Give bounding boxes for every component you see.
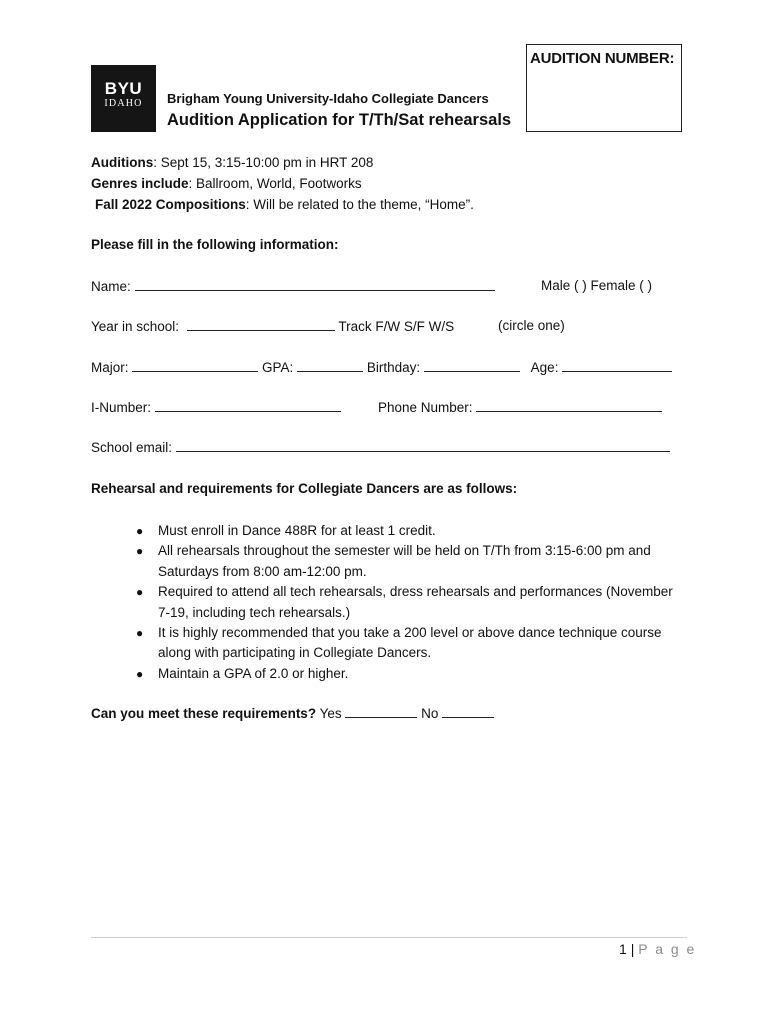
compositions-info: [95, 197, 474, 212]
page-number: 1: [619, 941, 627, 957]
requirement-item: ● Required to attend all tech rehearsals, dress rehearsals and performances (November: [158, 582, 698, 602]
name-label: Name:: [91, 279, 131, 294]
bullet-icon: ●: [136, 666, 144, 681]
age-field[interactable]: [562, 359, 672, 372]
audition-number-label: AUDITION NUMBER:: [530, 50, 675, 67]
requirement-item-continued: Saturdays from 8:00 am-12:00 pm.: [158, 563, 367, 579]
compositions-label: Fall 2022 Compositions: [95, 197, 246, 212]
inumber-field[interactable]: [155, 399, 341, 412]
circle-one-note: (circle one): [498, 318, 565, 333]
requirements-list: [136, 521, 698, 684]
gpa-label: GPA:: [262, 360, 294, 375]
email-row: [91, 439, 670, 455]
phone-field[interactable]: [476, 399, 662, 412]
genres-label: Genres include: [91, 176, 189, 191]
birthday-label: Birthday:: [366, 360, 421, 375]
bullet-icon: ●: [136, 544, 144, 559]
major-field[interactable]: [132, 359, 258, 372]
bullet-icon: ●: [136, 626, 144, 641]
year-label: Year in school:: [91, 319, 180, 334]
name-row: [91, 278, 495, 294]
no-label: No: [421, 706, 439, 721]
no-field[interactable]: [442, 705, 494, 718]
requirement-item: ● Maintain a GPA of 2.0 or higher.: [158, 664, 698, 684]
year-field[interactable]: [187, 318, 335, 331]
logo-byu-text: BYU: [104, 79, 143, 98]
gender-selector[interactable]: Male ( ) Female ( ): [541, 278, 653, 293]
age-label: Age:: [530, 360, 559, 375]
email-label: School email:: [91, 440, 173, 455]
requirement-item: ● Must enroll in Dance 488R for at least 1 credit.: [158, 521, 698, 541]
auditions-info: [91, 155, 373, 170]
form-title: Audition Application for T/Th/Sat rehearsals: [167, 111, 512, 129]
requirements-question-row: [91, 705, 494, 721]
bullet-icon: ●: [136, 524, 144, 538]
genres-info: [91, 176, 362, 191]
requirement-item-continued: 7-19, including tech rehearsals.): [158, 604, 351, 620]
page-word: P a g e: [638, 941, 697, 957]
page-footer: [619, 941, 696, 957]
major-row: [91, 359, 672, 375]
form-instructions: Please fill in the following information:: [91, 237, 339, 252]
major-label: Major:: [91, 360, 129, 375]
year-row: [91, 318, 454, 334]
yes-label: Yes: [319, 706, 342, 721]
page-separator: |: [630, 941, 635, 957]
byu-idaho-logo: [91, 65, 156, 132]
requirement-item: ● It is highly recommended that you take a 200 level or above dance technique course: [158, 623, 698, 643]
phone-label: Phone Number:: [378, 400, 473, 415]
organization-name: Brigham Young University-Idaho Collegiate Dancers: [167, 91, 489, 106]
name-field[interactable]: [135, 278, 495, 291]
auditions-label: Auditions: [91, 155, 154, 170]
bullet-icon: ●: [136, 585, 144, 600]
email-field[interactable]: [176, 439, 670, 452]
inumber-row: [91, 399, 341, 415]
inumber-label: I-Number:: [91, 400, 152, 415]
logo-idaho-text: IDAHO: [104, 98, 143, 109]
birthday-field[interactable]: [424, 359, 520, 372]
requirements-heading: Rehearsal and requirements for Collegiate Dancers are as follows:: [91, 481, 518, 496]
yes-field[interactable]: [345, 705, 417, 718]
track-options[interactable]: Track F/W S/F W/S: [338, 319, 455, 334]
genres-value: : Ballroom, World, Footworks: [188, 176, 362, 191]
footer-divider: [91, 937, 687, 938]
audition-number-box[interactable]: [526, 44, 682, 132]
auditions-value: : Sept 15, 3:15-10:00 pm in HRT 208: [153, 155, 374, 170]
requirement-item: ● All rehearsals throughout the semester will be held on T/Th from 3:15-6:00 pm and: [158, 541, 698, 561]
compositions-value: : Will be related to the theme, “Home”.: [245, 197, 474, 212]
gpa-field[interactable]: [297, 359, 363, 372]
phone-row: [378, 399, 662, 415]
requirement-item-continued: along with participating in Collegiate Dancers.: [158, 645, 432, 661]
requirements-question: Can you meet these requirements?: [91, 706, 317, 721]
